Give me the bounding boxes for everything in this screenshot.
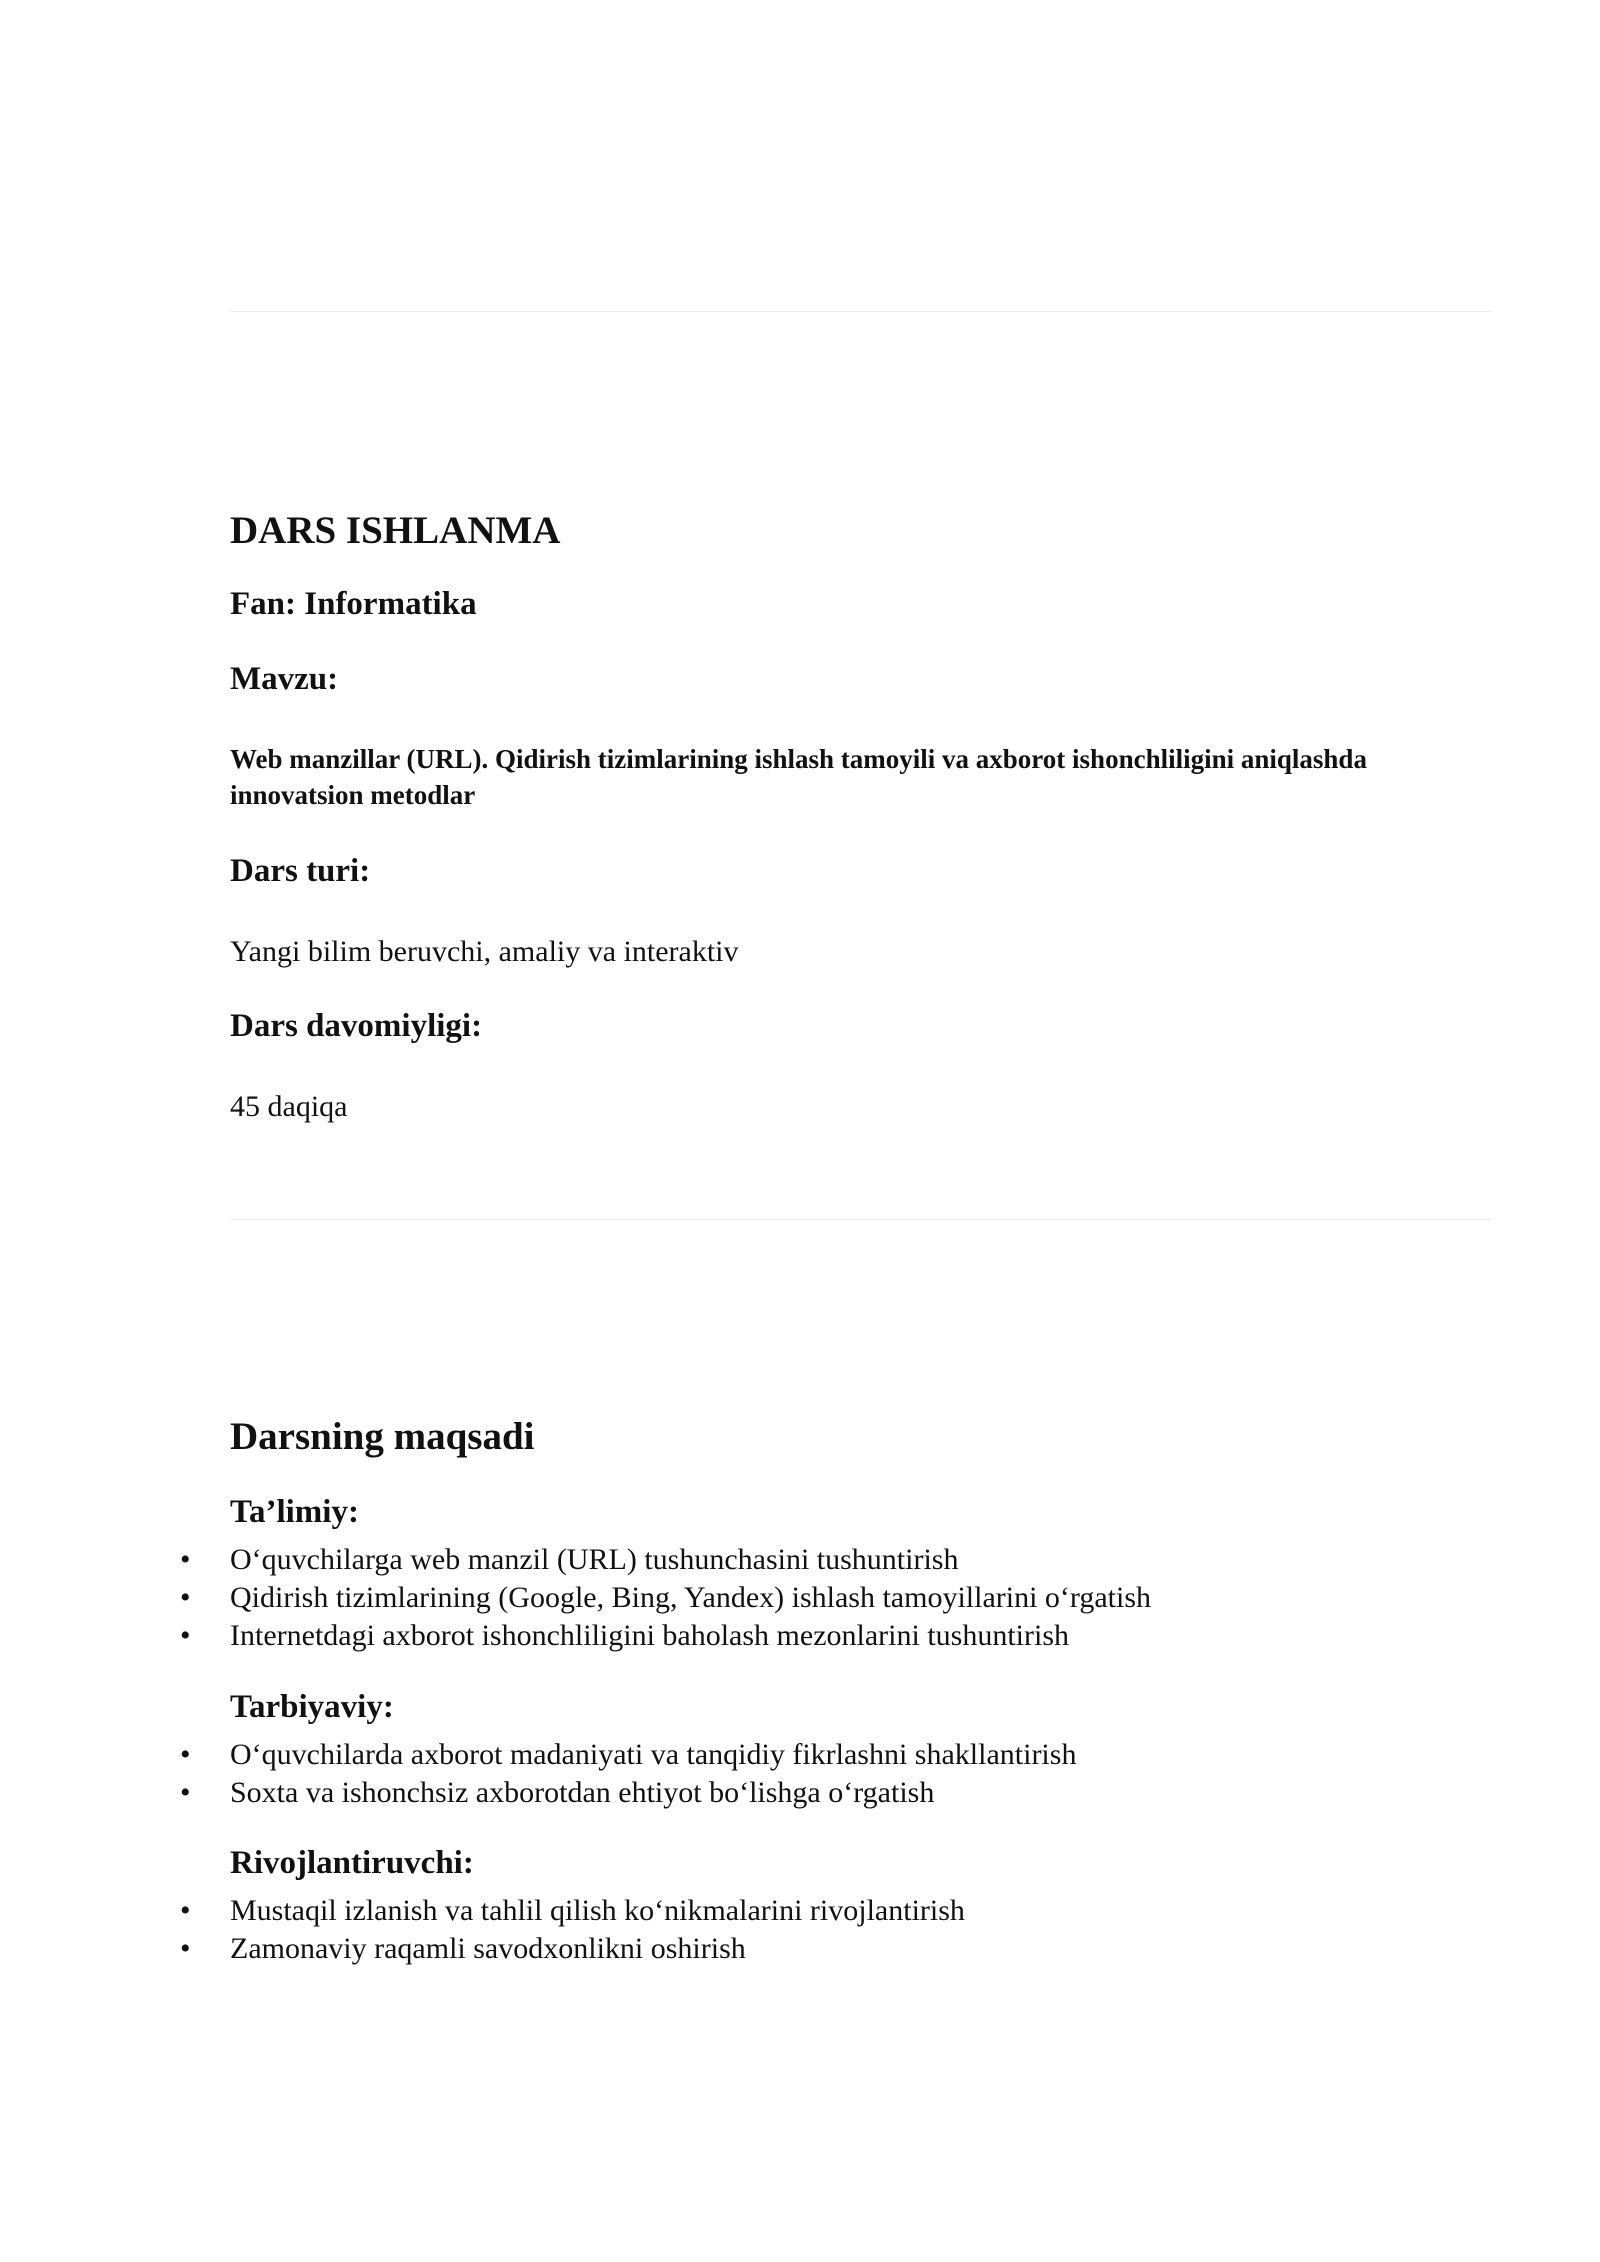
lesson-type-value: Yangi bilim beruvchi, amaliy va interaktiv <box>230 935 739 968</box>
list-item <box>180 1617 1492 1655</box>
topic-text-block <box>230 741 1492 814</box>
goals-title: Darsning maqsadi <box>230 1415 535 1458</box>
bullet-icon: • <box>180 1543 191 1576</box>
topic-label-line <box>230 660 1492 700</box>
list-item-text: Zamonaviy raqamli savodxonlikni oshirish <box>230 1932 746 1965</box>
list-item <box>180 1736 1492 1774</box>
goals-title-line <box>230 1414 1492 1461</box>
duration-value: 45 daqiqa <box>230 1090 348 1123</box>
topic-text: Web manzillar (URL). Qidirish tizimlarining ishlash tamoyili va axborot ishonchliligini aniqlashda innovatsion metodlar <box>230 744 1367 811</box>
bullet-icon: • <box>180 1738 191 1771</box>
duration-label: Dars davomiyligi: <box>230 1008 483 1044</box>
educational-list <box>180 1541 1492 1655</box>
developmental-list <box>180 1892 1492 1968</box>
list-item-text: O‘quvchilarda axborot madaniyati va tanqidiy fikrlashni shakllantirish <box>230 1738 1077 1771</box>
list-item-text: Qidirish tizimlarining (Google, Bing, Yandex) ishlash tamoyillarini o‘rgatish <box>230 1581 1152 1614</box>
upbringing-label: Tarbiyaviy: <box>230 1689 394 1725</box>
duration-value-line <box>230 1089 1492 1125</box>
list-item <box>180 1541 1492 1579</box>
developmental-label: Rivojlantiruvchi: <box>230 1845 474 1881</box>
upbringing-list-block <box>180 1736 1492 1812</box>
developmental-label-line <box>230 1844 1492 1884</box>
bullet-icon: • <box>180 1894 191 1927</box>
upbringing-list <box>180 1736 1492 1812</box>
list-item-text: Soxta va ishonchsiz axborotdan ehtiyot bo‘lishga o‘rgatish <box>230 1776 935 1809</box>
bullet-icon: • <box>180 1581 191 1614</box>
topic-label: Mavzu: <box>230 661 339 697</box>
developmental-list-block <box>180 1892 1492 1968</box>
list-item <box>180 1892 1492 1930</box>
document-header <box>230 508 1492 555</box>
educational-list-block <box>180 1541 1492 1655</box>
lesson-type-value-line <box>230 934 1492 970</box>
list-item-text: O‘quvchilarga web manzil (URL) tushunchasini tushuntirish <box>230 1543 959 1576</box>
lesson-type-label-line <box>230 852 1492 892</box>
top-divider <box>230 311 1492 312</box>
lesson-type-label: Dars turi: <box>230 853 371 889</box>
duration-label-line <box>230 1007 1492 1047</box>
list-item-text: Mustaqil izlanish va tahlil qilish ko‘nikmalarini rivojlantirish <box>230 1894 965 1927</box>
list-item <box>180 1774 1492 1812</box>
educational-label-line <box>230 1493 1492 1533</box>
educational-label: Ta’limiy: <box>230 1494 359 1530</box>
subject-line <box>230 585 1492 625</box>
subject-heading: Fan: Informatika <box>230 586 477 622</box>
list-item <box>180 1579 1492 1617</box>
bullet-icon: • <box>180 1776 191 1809</box>
list-item <box>180 1930 1492 1968</box>
bullet-icon: • <box>180 1619 191 1652</box>
list-item-text: Internetdagi axborot ishonchliligini baholash mezonlarini tushuntirish <box>230 1619 1070 1652</box>
document-title: DARS ISHLANMA <box>230 509 561 552</box>
bullet-icon: • <box>180 1932 191 1965</box>
middle-divider <box>230 1219 1492 1220</box>
upbringing-label-line <box>230 1688 1492 1728</box>
